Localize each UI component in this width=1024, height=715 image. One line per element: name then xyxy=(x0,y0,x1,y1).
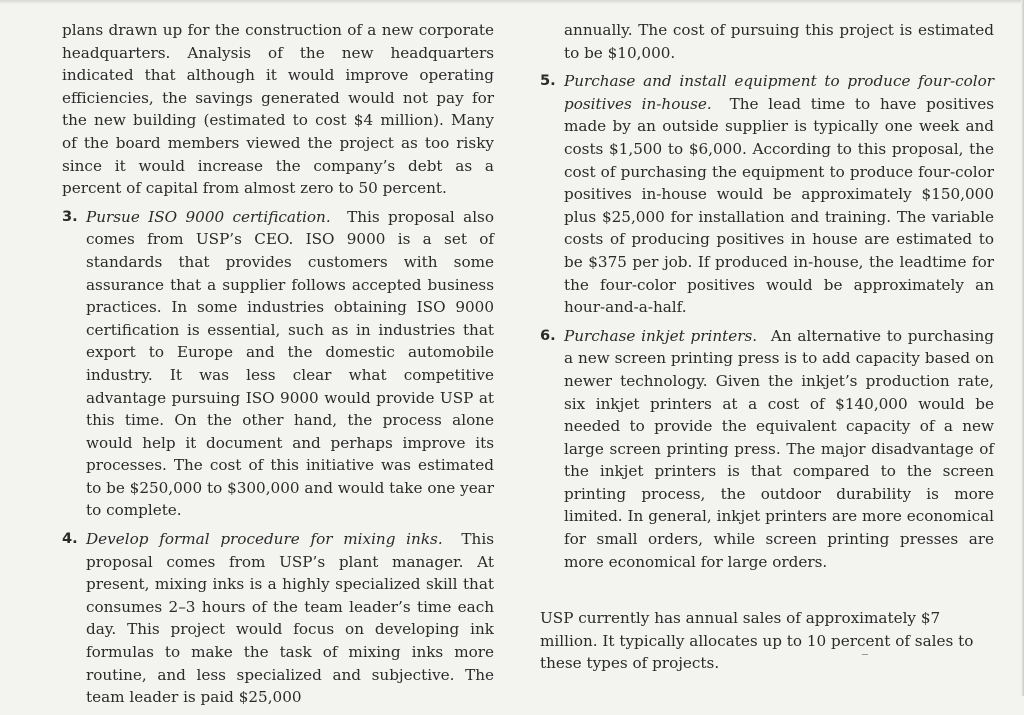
stray-mark xyxy=(862,654,868,655)
item-number: 3. xyxy=(62,207,78,225)
item-body-continuation: annually. The cost of pursuing this project is estimated to be $10,000. xyxy=(564,21,994,62)
item-body: This proposal also comes from USP’s CEO. ISO 9000 is a set of standards that provides customers with some assurance that a supplier follows accepted business practices. In some industries obtaining ISO 9000 certification is essential, such as in industries that export to Europe and the domestic automobile industry. It was less clear what competitive advantage pursuing ISO 9000 would provide USP at this time. On the other hand, the process alone would help it document and perhaps improve its processes. The cost of this initiative was estimated to be $250,000 to $300,000 and would take one year to complete. xyxy=(86,207,494,520)
item-title: Pursue ISO 9000 certification. xyxy=(86,207,331,226)
item-number: 6. xyxy=(540,326,556,344)
item-body: The lead time to have positives made by an outside supplier is typically one week and costs $1,500 to $6,000. According to this proposal, the cost of purchasing the equipment to produce four-color positives in-house would be approximately $150,000 plus $25,000 for installation and training. The variable costs of producing positives in house are estimated to be $375 per job. If produced in-house, the leadtime for the four-color positives would be approximately an hour-and-a-half. xyxy=(564,94,995,317)
item-title: Purchase inkjet printers. xyxy=(564,326,758,345)
item-title: Develop formal procedure for mixing inks. xyxy=(86,530,443,549)
closing-paragraph: USP currently has annual sales of approximately $7 million. It typically allocates up to 10 percent of sales to these types of projects. xyxy=(540,609,974,673)
item-body: This proposal comes from USP’s plant manager. At present, mixing inks is a highly specialized skill that consumes 2–3 hours of the team leader’s time each day. This project would focus on developing ink formulas to make the task of mixing inks more routine, and less specialized and subjective. The team leader is paid $25,000 xyxy=(86,530,494,707)
item-title: Purchase and install equipment to produce four-color positives in-house. xyxy=(564,72,994,113)
item-body: An alternative to purchasing a new screen printing press is to add capacity based on newer technology. Given the inkjet’s production rate, six inkjet printers at a cost of $140,000 would be needed to provide the equivalent capacity of a new large screen printing press. The major disadvantage of the inkjet printers is that compared to the screen printing process, the outdoor durability is more limited. In general, inkjet printers are more economical for small orders, while screen printing presses are more economical for large orders. xyxy=(564,326,994,571)
left-column xyxy=(62,19,494,715)
list-item-5 xyxy=(540,70,994,319)
list-item-4 xyxy=(62,528,494,709)
list-item-3 xyxy=(62,206,494,522)
item-number: 5. xyxy=(540,72,556,90)
page-top-edge xyxy=(0,0,1024,4)
list-item-6 xyxy=(540,325,994,574)
list-item-4-continuation xyxy=(540,19,994,64)
left-intro-paragraph: plans drawn up for the construction of a new corporate headquarters. Analysis of the new headquarters indicated that although it would improve operating efficiencies, the savings generated would not pay for the new building (estimated to cost $4 million). Many of the board members viewed the project as too risky since it would increase the company’s debt as a percent of capital from almost zero to 50 percent. xyxy=(62,21,494,198)
right-column xyxy=(540,19,994,675)
item-number: 4. xyxy=(62,530,78,548)
